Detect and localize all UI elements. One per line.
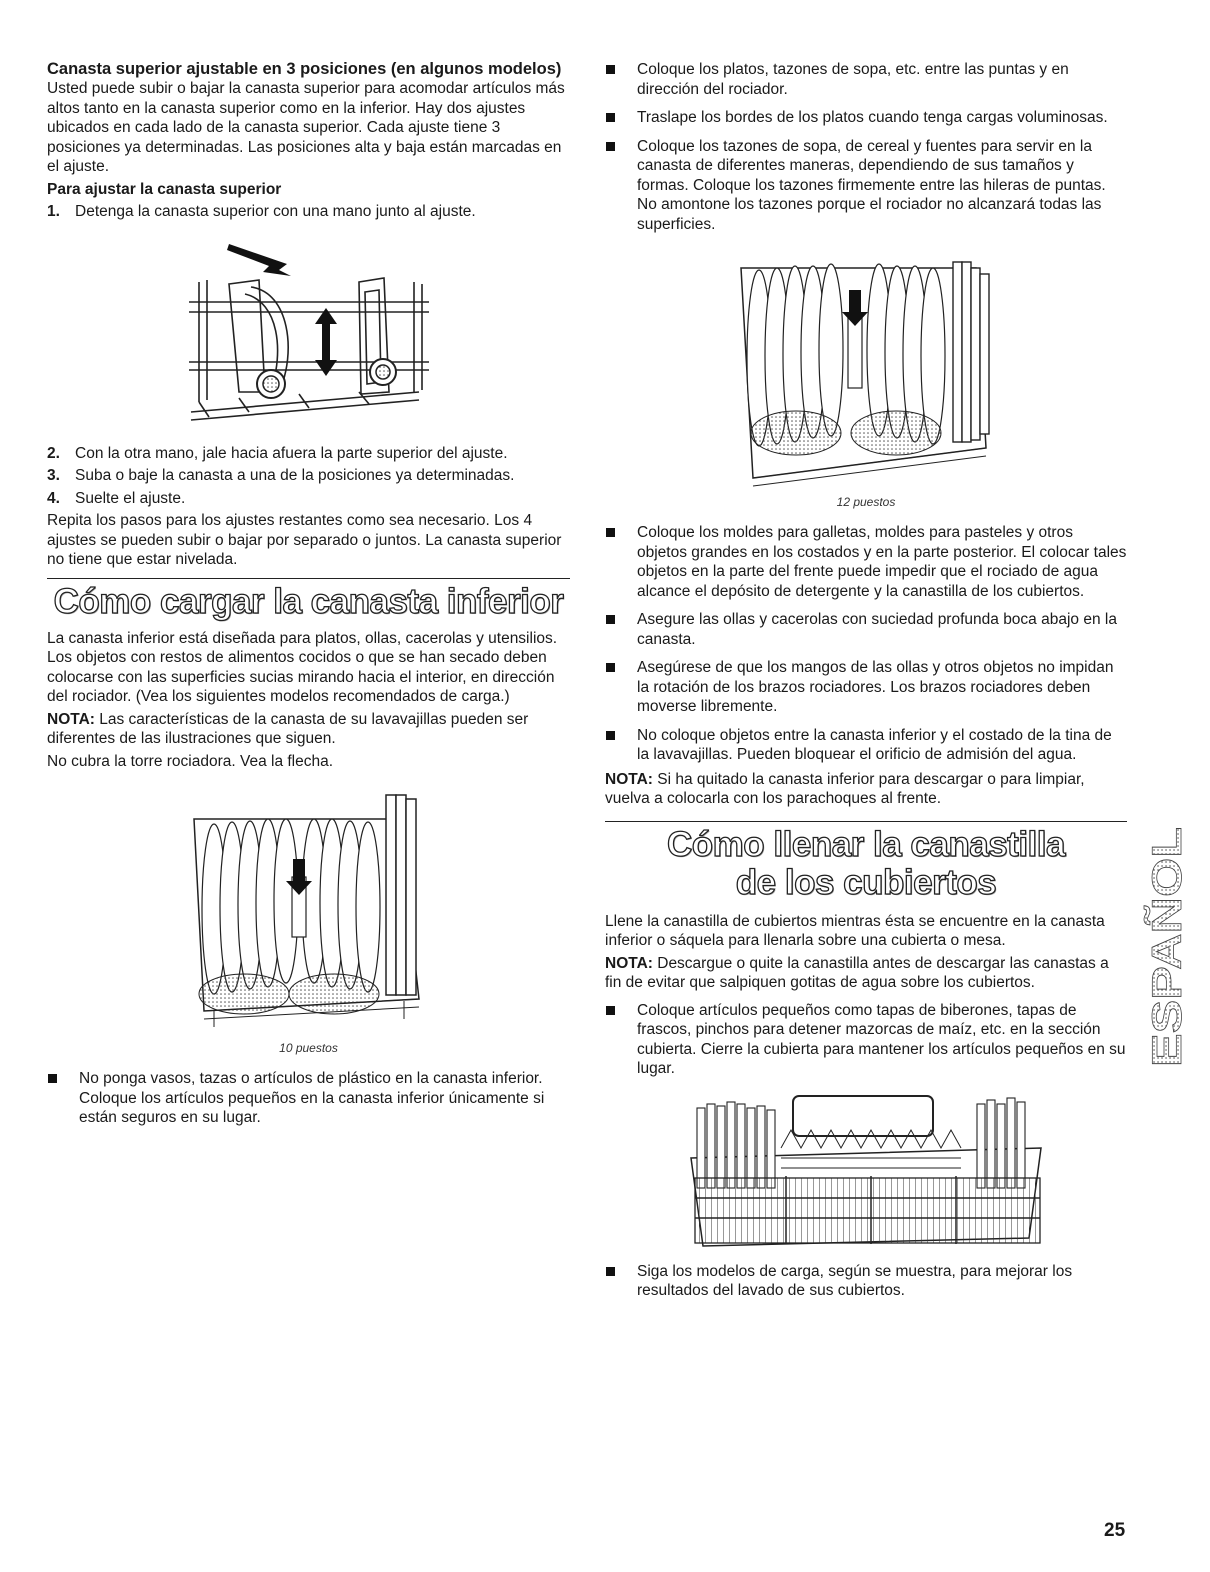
- bullet-text: No ponga vasos, tazas o artículos de plástico en la canasta inferior. Coloque los artículos pequeños en la canasta inferior únicamente si están seguros en su lugar.: [79, 1070, 545, 1126]
- note-label: NOTA:: [605, 954, 653, 972]
- bullet-item: [47, 1069, 570, 1128]
- figure-caption-12: 12 puestos: [836, 495, 896, 509]
- bullet-square-icon: [606, 528, 615, 537]
- language-tab-label: ESPAÑOL: [1143, 867, 1190, 1067]
- section-title-line: de los cubiertos: [735, 862, 997, 902]
- step-text: Detenga la canasta superior con una mano junto al ajuste.: [75, 203, 476, 220]
- bullet-item: [605, 726, 1127, 765]
- step-3: [47, 466, 570, 486]
- step-number: 4.: [47, 489, 60, 507]
- bullet-square-icon: [606, 1267, 615, 1276]
- section-divider: [605, 821, 1127, 822]
- section-title-line: Cómo llenar la canastilla: [667, 824, 1065, 864]
- right-column: [605, 60, 1127, 1310]
- bullet-text: Asegure las ollas y cacerolas con suciedad profunda boca abajo en la canasta.: [637, 611, 1117, 648]
- bullet-item: [605, 1001, 1127, 1079]
- bullet-text: Coloque artículos pequeños como tapas de biberones, tapas de frascos, pinchos para detener mazorcas de maíz, etc. en la sección cubierta. Cierre la cubierta para mantener los artículos pequeños en su lugar.: [637, 1001, 1126, 1077]
- lower-rack-12-settings-illustration: [731, 248, 1001, 493]
- bullet-text: Traslape los bordes de los platos cuando tenga cargas voluminosas.: [637, 109, 1108, 126]
- spray-tower-note: No cubra la torre rociadora. Vea la flecha.: [47, 752, 334, 770]
- step-number: 2.: [47, 444, 60, 462]
- silverware-note: [605, 954, 1127, 993]
- section-divider: [47, 578, 570, 579]
- step-text: Suba o baje la canasta a una de la posiciones ya determinadas.: [75, 467, 515, 484]
- step-4: [47, 489, 570, 509]
- bullet-square-icon: [606, 1006, 615, 1015]
- step-number: 1.: [47, 203, 60, 220]
- bullet-item: [605, 108, 1127, 128]
- left-column: [47, 60, 570, 1137]
- step-1: [47, 202, 570, 222]
- bullet-square-icon: [606, 142, 615, 151]
- bullet-square-icon: [606, 615, 615, 624]
- figure-caption-10: 10 puestos: [279, 1041, 338, 1055]
- repeat-paragraph: Repita los pasos para los ajustes restantes como sea necesario. Los 4 ajustes se pueden subir o bajar por separado o juntos. La canasta superior no tiene que estar nivelada.: [47, 512, 562, 568]
- lower-rack-10-settings-illustration: [184, 789, 434, 1039]
- bullet-square-icon: [606, 113, 615, 122]
- note-label: NOTA:: [47, 710, 95, 728]
- reinstall-note: [605, 770, 1127, 809]
- language-side-tab: [1143, 822, 1190, 1077]
- note-text: Descargue o quite la canastilla antes de descargar las canastas a fin de evitar que salpiquen gotitas de agua sobre los cubiertos.: [605, 954, 1109, 991]
- step-text: Suelte el ajuste.: [75, 489, 186, 507]
- up-down-arrow-icon: [315, 308, 337, 376]
- note-text: Las características de la canasta de su lavavajillas pueden ser diferentes de las ilustraciones que siguen.: [47, 710, 529, 747]
- bullet-text: No coloque objetos entre la canasta inferior y el costado de la tina de la lavavajillas. Pueden bloquear el orificio de admisión del agua.: [637, 726, 1112, 763]
- silverware-section-title: [605, 826, 1127, 902]
- lower-rack-note: [47, 710, 570, 749]
- lower-rack-section-title: Cómo cargar la canasta inferior: [53, 581, 564, 621]
- step-text: Con la otra mano, jale hacia afuera la parte superior del ajuste.: [75, 444, 508, 462]
- step-2: [47, 444, 570, 464]
- bullet-item: [605, 658, 1127, 717]
- adjustable-rack-heading: Canasta superior ajustable en 3 posiciones (en algunos modelos): [47, 60, 562, 78]
- bullet-item: [605, 610, 1127, 649]
- adjustable-rack-intro: Usted puede subir o bajar la canasta superior para acomodar artículos más altos tanto en la canasta superior como en la inferior. Hay dos ajustes ubicados en cada lado de la canasta superior. Cada ajuste tiene 3 posiciones ya determinadas. Las posiciones alta y baja están marcadas en el ajuste.: [47, 80, 565, 175]
- silverware-basket-illustration: [681, 1088, 1051, 1248]
- bullet-square-icon: [606, 731, 615, 740]
- bullet-text: Coloque los moldes para galletas, moldes para pasteles y otros objetos grandes en los costados y en la parte posterior. El colocar tales objetos en la parte del frente puede impedir que el rociado de agua alcance el depósito de detergente y la canastilla de los cubiertos.: [637, 524, 1127, 600]
- bullet-item: [605, 60, 1127, 99]
- bullet-item: [605, 523, 1127, 601]
- note-label: NOTA:: [605, 770, 653, 788]
- bullet-item: [605, 137, 1127, 235]
- bullet-text: Coloque los tazones de sopa, de cereal y fuentes para servir en la canasta de diferentes maneras, dependiendo de sus tamaños y formas. Coloque los tazones firmemente entre las hileras de puntas. No amontone los tazones porque el rociador no alcanzará todas las superficies.: [637, 137, 1106, 233]
- bullet-text: Siga los modelos de carga, según se muestra, para mejorar los resultados del lavado de sus cubiertos.: [637, 1262, 1073, 1299]
- silverware-intro: Llene la canastilla de cubiertos mientras ésta se encuentre en la canasta inferior o sáquela para llenarla sobre una cubierta o mesa.: [605, 912, 1105, 949]
- steps-list: [47, 444, 570, 509]
- bullet-square-icon: [48, 1074, 57, 1083]
- page-number: 25: [1104, 1520, 1126, 1541]
- bullet-item: [605, 1262, 1127, 1301]
- bullet-text: Asegúrese de que los mangos de las ollas y otros objetos no impidan la rotación de los brazos rociadores. Los brazos rociadores deben moverse libremente.: [637, 659, 1114, 715]
- note-text: Si ha quitado la canasta inferior para descargar o para limpiar, vuelva a colocarla con los parachoques al frente.: [605, 770, 1085, 807]
- lower-rack-intro: La canasta inferior está diseñada para platos, ollas, cacerolas y utensilios. Los objetos con restos de alimentos cocidos o que se han secado deben colocarse con las superficies sucias mirando hacia el interior, en dirección del rociador. (Vea los siguientes modelos recomendados de carga.): [47, 629, 558, 705]
- step-number: 3.: [47, 467, 60, 484]
- rack-adjuster-illustration: [179, 242, 439, 432]
- push-arrow-icon: [227, 244, 291, 276]
- bullet-square-icon: [606, 65, 615, 74]
- bullet-square-icon: [606, 663, 615, 672]
- adjust-subheading: Para ajustar la canasta superior: [47, 180, 282, 198]
- bullet-text: Coloque los platos, tazones de sopa, etc. entre las puntas y en dirección del rociador.: [637, 61, 1069, 98]
